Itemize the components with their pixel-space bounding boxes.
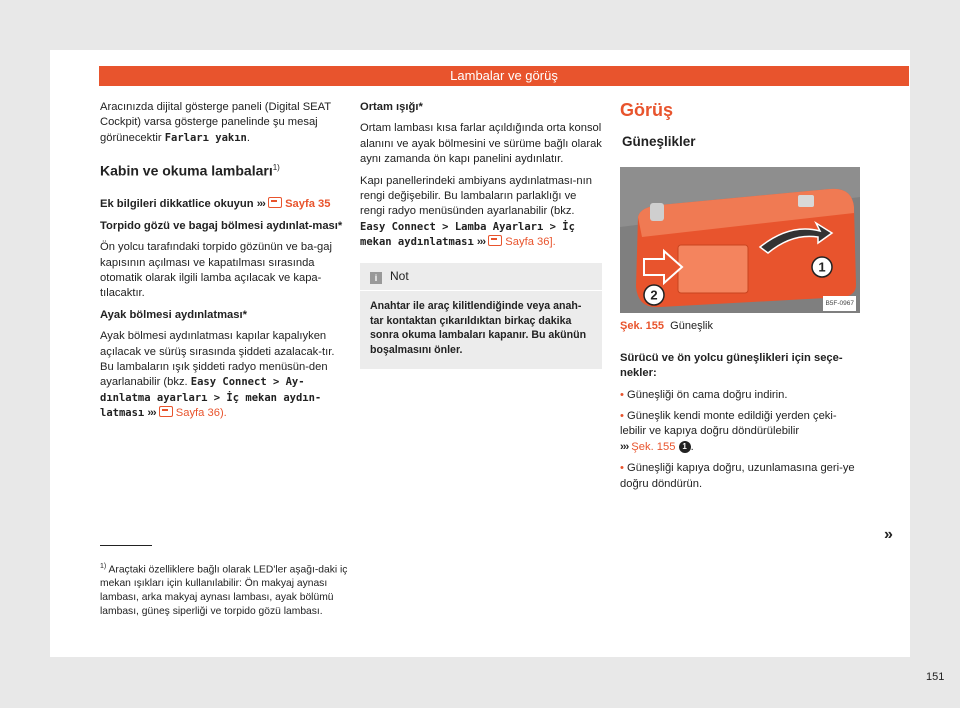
sun-visor-illustration <box>620 167 860 313</box>
note-body: Anahtar ile araç kilitlendiğinde veya anah-tar kontaktan çıkarıldıktan birkaç dakika sonra okuma lambaları kapanır. Bu akünün boşalmasını önler. <box>370 300 587 356</box>
page <box>50 50 945 683</box>
page-number: 151 <box>926 671 945 683</box>
footnote-rule <box>100 545 152 546</box>
subheading-glovebox: Torpido gözü ve bagaj bölmesi aydınlat-ması* <box>100 219 343 232</box>
list-item: • Güneşliği kapıya doğru, uzunlamasına geri-ye doğru döndürün. <box>620 462 855 490</box>
figure-ref-link[interactable]: Şek. 155 <box>631 440 676 453</box>
page-ref-link[interactable]: Sayfa 36]. <box>502 236 556 249</box>
paragraph-ambient-2: Kapı panellerindeki ambiyans aydınlatması-nın rengi değişebilir. Bu lambaların parlaklığı ve rengi radyo menüsünden ayarlanabilir (bkz. Easy Connect > Lamba Ayarları > İç mekan aydınlatması ››› Sayfa 36]. <box>360 174 592 249</box>
paragraph-glovebox: Ön yolcu tarafındaki torpido gözünün ve ba-gaj kapısının açılması ve kapatılması sırasında otomatik olarak ilgili lamba açılacak ve kapa-tılacaktır. <box>100 241 332 300</box>
paragraph-footwell: Ayak bölmesi aydınlatması kapılar kapalıyken açılacak ve sürüş sırasında şiddeti azalacak-tır. Bu lambaların ışık şiddeti radyo menüsün-den ayarlanabilir (bkz. Easy Connect > Ay-dınlatma ayarları > İç mekan aydın-latması ››› Sayfa 36). <box>100 330 335 420</box>
ref-line: Ek bilgileri dikkatlice okuyun ››› Sayfa 35 <box>100 198 331 211</box>
subheading-visor: Sürücü ve ön yolcu güneşlikleri için seçe-nekler: <box>620 351 843 380</box>
section-title: Güneşlikler <box>622 134 696 149</box>
page-ref-icon <box>159 406 173 417</box>
list-item: • Güneşliği ön cama doğru indirin. <box>620 388 788 401</box>
section-heading: Kabin ve okuma lambaları$^{1)}$ <box>100 162 280 179</box>
note-header: i Not <box>360 263 602 291</box>
callout-2: 2 <box>650 287 658 303</box>
column-middle <box>360 100 602 369</box>
page-ref-icon <box>488 235 502 246</box>
figure-id: B5F-0967 <box>823 296 856 311</box>
chapter-title: Görüş <box>620 100 674 120</box>
page-ref-link[interactable]: Sayfa 36). <box>172 407 227 420</box>
callout-ref-1: 1 <box>679 441 691 453</box>
footnote: $^{1)}$ Araçtaki özelliklere bağlı olarak LED'ler aşağı-daki iç mekan ışıkları için kullanılabilir: Ön makyaj aynası lambası, arka makyaj aynası lambası, ayak bölümü lambası, güneş siperliği ve torpido gözü lambası. <box>100 545 350 619</box>
subheading-footwell: Ayak bölmesi aydınlatması* <box>100 308 247 321</box>
figure-caption: Şek. 155 Güneşlik <box>620 320 713 333</box>
list-item: • Güneşlik kendi monte edildiği yerden çeki-lebilir ve kapıya doğru döndürülebilir ››› Şek. 155 1 . <box>620 410 837 453</box>
paragraph-ambient-1: Ortam lambası kısa farlar açıldığında orta konsol alanını ve ayak bölmesini ve sürüme bağlı olarak aynı zamanda ön kapı panelini aydınlatır. <box>360 122 602 166</box>
note-box <box>360 263 602 369</box>
info-icon: i <box>370 272 382 284</box>
sun-visor-figure <box>620 167 860 313</box>
section-header: Lambalar ve görüş <box>99 66 909 86</box>
subheading-ambient: Ortam ışığı* <box>360 101 423 113</box>
callout-1: 1 <box>818 259 826 275</box>
page-ref-link[interactable]: Sayfa 35 <box>281 198 331 211</box>
page-ref-icon <box>268 197 282 208</box>
intro-paragraph: Aracınızda dijital gösterge paneli (Digital SEAT Cockpit) varsa gösterge panelinde şu mesaj görünecektir Farları yakın. <box>100 101 331 144</box>
column-right <box>620 100 862 498</box>
continue-arrow-icon: » <box>884 526 893 543</box>
column-left <box>100 100 350 428</box>
